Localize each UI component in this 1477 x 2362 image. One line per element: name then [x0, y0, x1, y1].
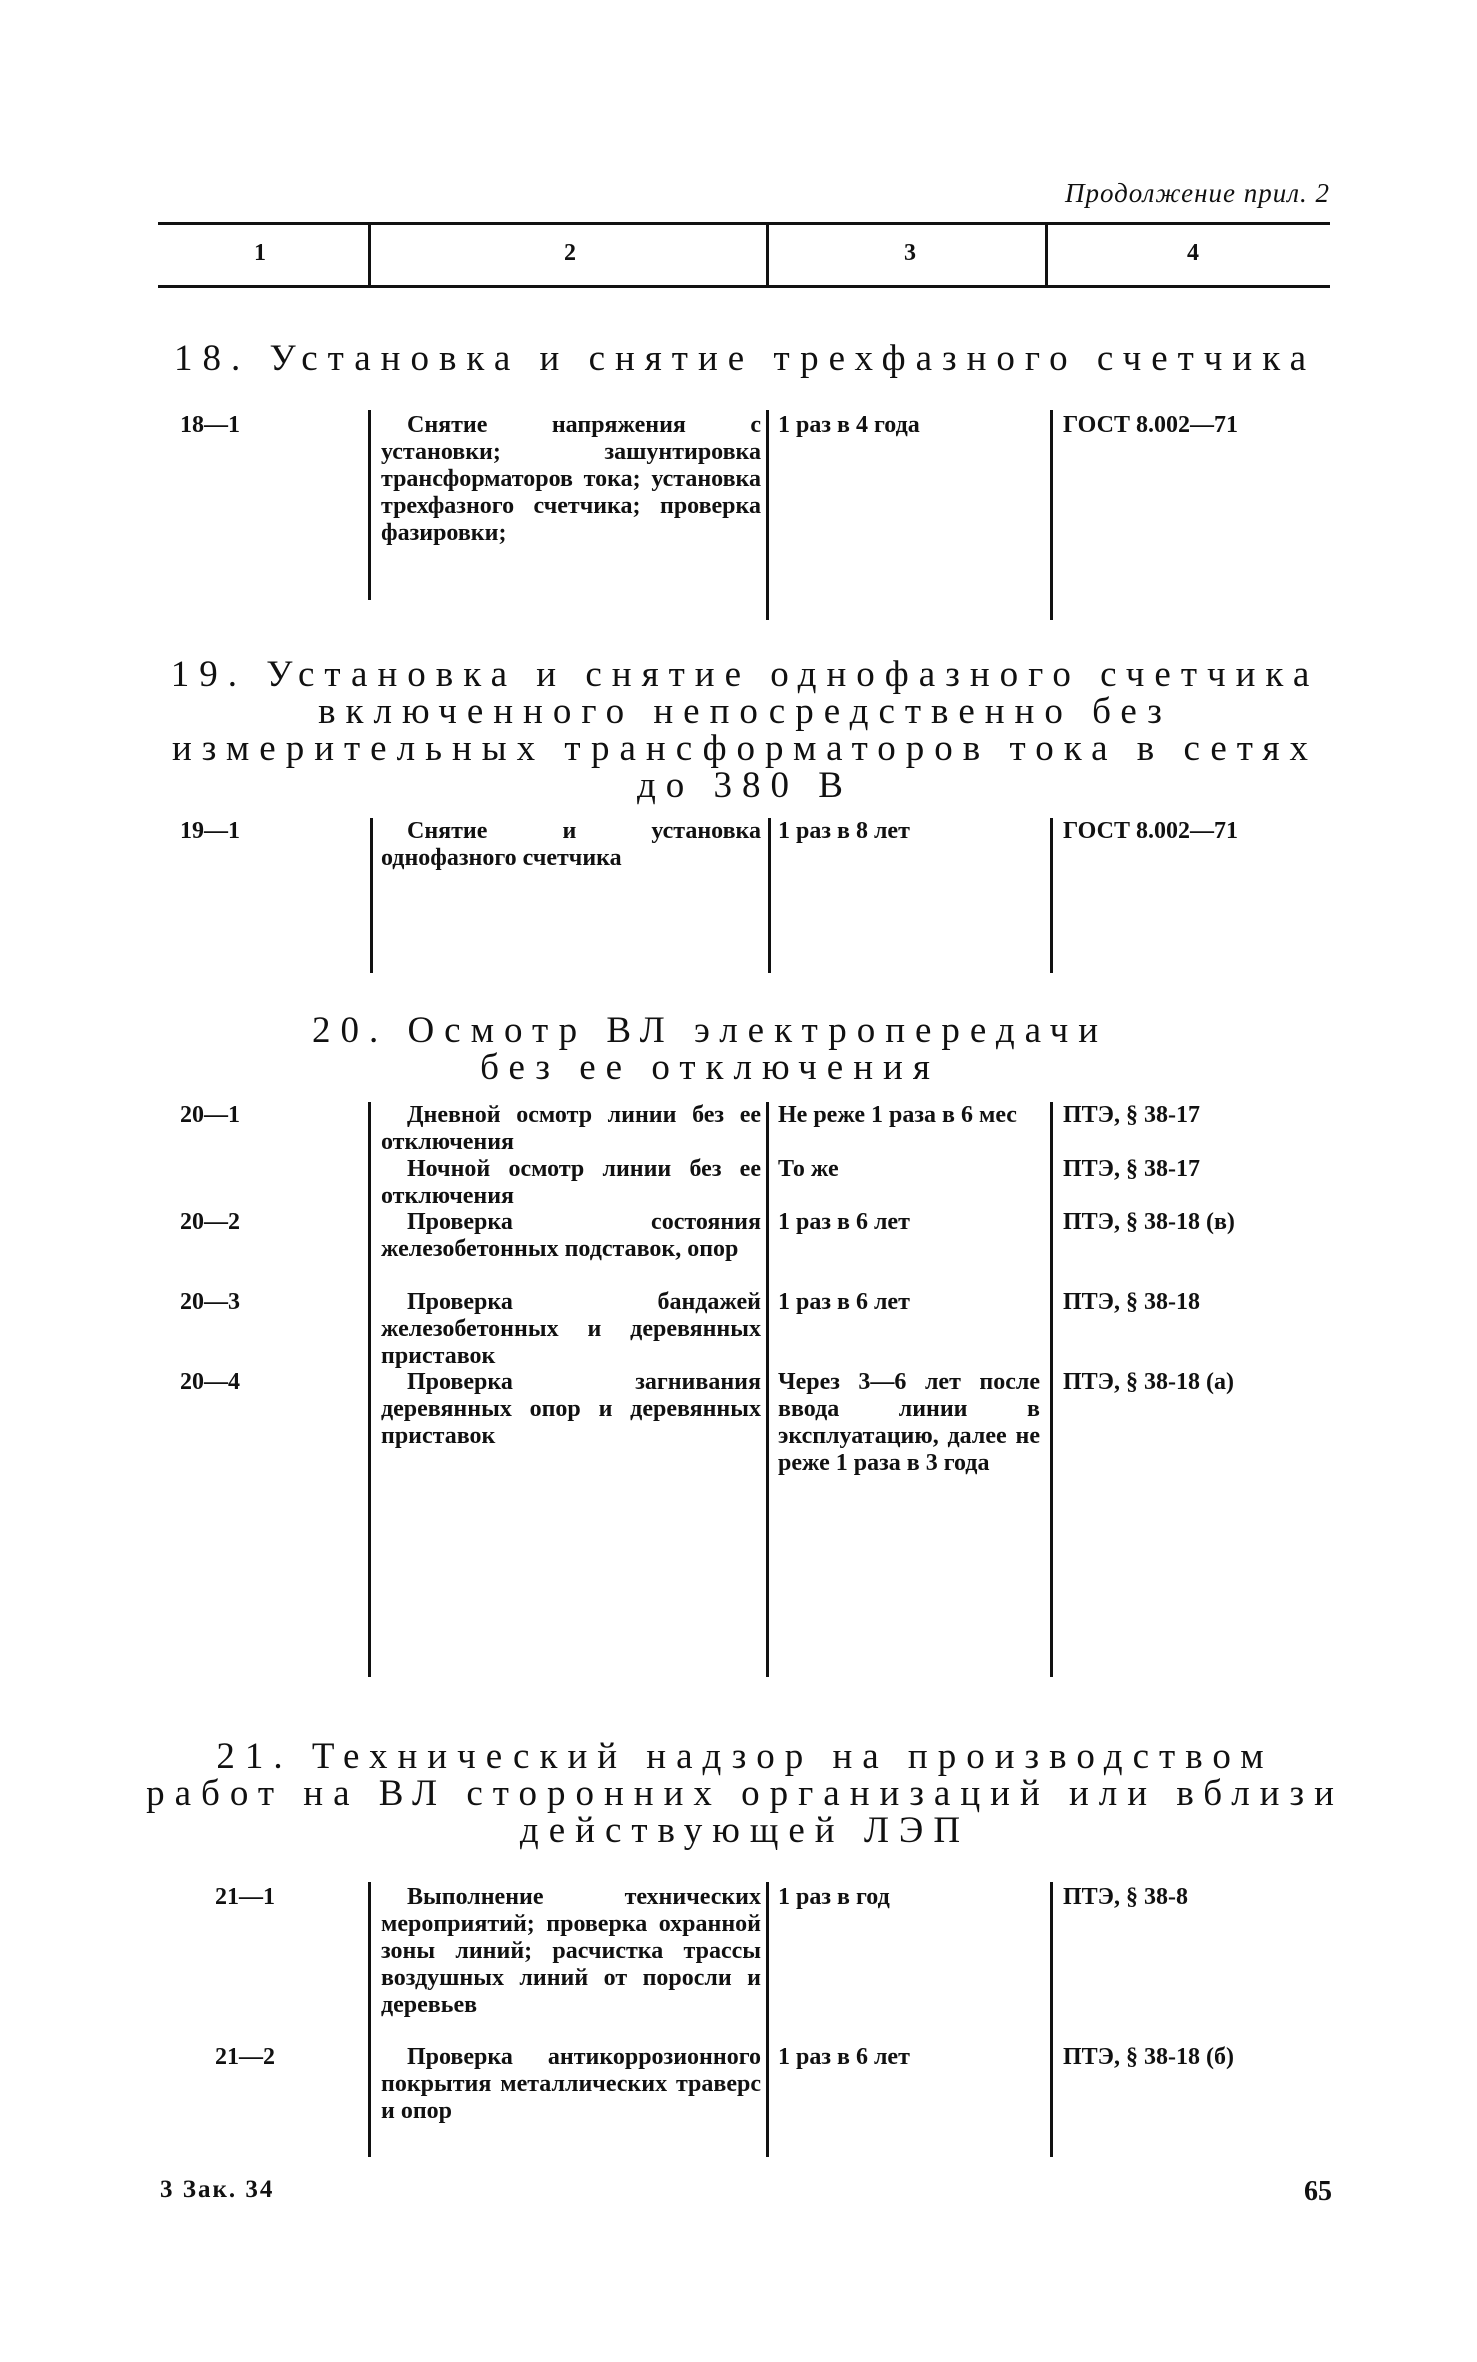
column-header-2: 2	[564, 240, 576, 266]
continuation-note: Продолжение прил. 2	[1064, 178, 1330, 208]
header-divider	[766, 222, 769, 285]
row-number: 21—1	[215, 1884, 275, 1910]
row-period: 1 раз в 8 лет	[778, 818, 910, 844]
row-number: 21—2	[215, 2044, 275, 2070]
row-number: 18—1	[180, 412, 240, 438]
row-reference: ПТЭ, § 38-17	[1063, 1156, 1200, 1182]
column-divider	[368, 410, 371, 600]
column-divider	[1050, 818, 1053, 973]
column-header-4: 4	[1187, 240, 1199, 266]
row-number: 20—4	[180, 1369, 240, 1395]
page-number: 65	[1304, 2176, 1332, 2207]
row-work: Снятие и установка однофазного счетчика	[381, 818, 761, 871]
header-bottom-rule	[158, 285, 1330, 288]
row-period: 1 раз в 4 года	[778, 412, 920, 438]
section-title-21: 21. Технический надзор на производством работ на ВЛ сторонних организаций или вблизи действующей ЛЭП	[146, 1736, 1344, 1851]
header-top-rule	[158, 222, 1330, 225]
row-period: 1 раз в 6 лет	[778, 1289, 910, 1315]
row-reference: ГОСТ 8.002—71	[1063, 412, 1238, 438]
row-number: 19—1	[180, 818, 240, 844]
print-order-note: 3 Зак. 34	[160, 2176, 275, 2203]
row-reference: ПТЭ, § 38-18 (в)	[1063, 1209, 1235, 1235]
column-divider	[1050, 1882, 1053, 2157]
row-number: 20—3	[180, 1289, 240, 1315]
column-divider	[1050, 410, 1053, 620]
row-work: Проверка антикоррозионного покрытия металлических траверс и опор	[381, 2044, 761, 2124]
column-divider	[368, 1102, 371, 1677]
row-reference: ПТЭ, § 38-8	[1063, 1884, 1188, 1910]
column-divider	[370, 818, 373, 973]
row-number: 20—2	[180, 1209, 240, 1235]
row-number: 20—1	[180, 1102, 240, 1128]
row-reference: ПТЭ, § 38-17	[1063, 1102, 1200, 1128]
row-work: Выполнение технических мероприятий; проверка охранной зоны линий; расчистка трассы воздушных линий от поросли и деревьев	[381, 1884, 761, 2018]
row-work: Снятие напряжения с установки; зашунтировка трансформаторов тока; установка трехфазного счетчика; проверка фазировки;	[381, 412, 761, 546]
row-work: Дневной осмотр линии без ее отключения	[381, 1102, 761, 1155]
section-title-19: 19. Установка и снятие однофазного счетчика включенного непосредственно без измерительных трансформаторов тока в сетях до 380 В	[170, 654, 1320, 806]
row-period: То же	[778, 1156, 839, 1182]
row-period: 1 раз в 6 лет	[778, 1209, 910, 1235]
column-divider	[766, 410, 769, 620]
row-reference: ПТЭ, § 38-18	[1063, 1289, 1200, 1315]
column-divider	[766, 1102, 769, 1677]
column-divider	[1050, 1102, 1053, 1677]
row-reference: ПТЭ, § 38-18 (б)	[1063, 2044, 1234, 2070]
column-header-1: 1	[254, 240, 266, 266]
row-period: Через 3—6 лет после ввода линии в эксплуатацию, далее не реже 1 раза в 3 года	[778, 1369, 1040, 1476]
row-period: 1 раз в 6 лет	[778, 2044, 910, 2070]
row-work: Проверка загнивания деревянных опор и деревянных приставок	[381, 1369, 761, 1449]
column-divider	[368, 1882, 371, 2157]
column-header-3: 3	[904, 240, 916, 266]
row-period: Не реже 1 раза в 6 мес	[778, 1102, 1017, 1128]
row-period: 1 раз в год	[778, 1884, 890, 1910]
row-reference: ГОСТ 8.002—71	[1063, 818, 1238, 844]
header-divider	[368, 222, 371, 285]
section-title-18: 18. Установка и снятие трехфазного счетчика	[173, 338, 1317, 379]
column-divider	[768, 818, 771, 973]
row-work: Проверка бандажей железобетонных и деревянных приставок	[381, 1289, 761, 1369]
row-work: Проверка состояния железобетонных подставок, опор	[381, 1209, 761, 1262]
column-divider	[766, 1882, 769, 2157]
section-title-20: 20. Осмотр ВЛ электропередачи без ее отключения	[311, 1010, 1109, 1088]
row-reference: ПТЭ, § 38-18 (а)	[1063, 1369, 1234, 1395]
row-work: Ночной осмотр линии без ее отключения	[381, 1156, 761, 1209]
header-divider	[1045, 222, 1048, 285]
